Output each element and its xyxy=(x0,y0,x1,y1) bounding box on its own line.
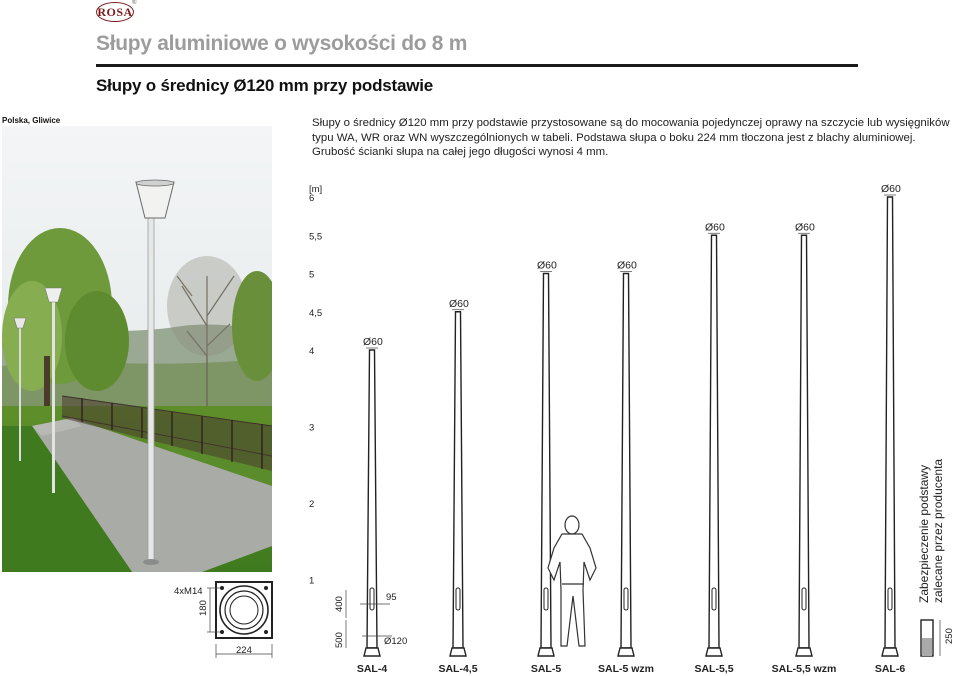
base-plate xyxy=(216,582,272,638)
pole-door xyxy=(888,588,892,610)
pole-6 xyxy=(772,221,837,675)
door-height-label: 400 xyxy=(334,596,345,612)
page-title: Słupy aluminiowe o wysokości do 8 m xyxy=(96,32,468,55)
pole-base xyxy=(706,648,722,656)
height-tick-label: 6 xyxy=(309,193,315,204)
plate-side-label: 224 xyxy=(236,645,252,656)
street-lamp-photo xyxy=(2,126,272,572)
height-ticks xyxy=(309,193,322,587)
pole-model-label: SAL-5 xyxy=(530,663,562,675)
pole-3 xyxy=(531,260,561,676)
height-tick-label: 5,5 xyxy=(309,231,323,243)
bolts-label: 4xM14 xyxy=(174,586,203,597)
top-diameter-label: Ø60 xyxy=(881,183,901,195)
description-text: Słupy o średnicy Ø120 mm przy podstawie przystosowane są do mocowania pojedynczej oprawy na szczycie lub wysięgników typu WA, WR oraz WN wyszczególnionych w tabeli. Podstawa słupa o boku 224 mm tłoczona jest z blachy aluminiowej. Grubość ścianki słupa na całej jego długości wynosi 4 mm. xyxy=(312,117,950,159)
top-diameter-label: Ø60 xyxy=(617,259,637,272)
pole-model-label: SAL-4 xyxy=(356,663,388,675)
top-diameter-label: Ø60 xyxy=(363,336,383,348)
base-diameter-label: Ø120 xyxy=(384,636,408,647)
pole-shaft xyxy=(799,235,809,648)
pole-base xyxy=(364,648,380,656)
pole-shaft xyxy=(709,235,719,648)
pole-4 xyxy=(598,260,654,676)
protection-note-line1: Zabezpieczenie podstawy xyxy=(917,464,931,603)
pole-base xyxy=(882,648,898,656)
rosa-logo: ROSA xyxy=(96,2,134,22)
pole-door xyxy=(624,588,628,610)
pole-base xyxy=(450,648,466,656)
pole-door xyxy=(802,588,806,610)
pole-height-chart xyxy=(300,176,960,676)
top-diameter-label: Ø60 xyxy=(537,259,557,272)
protection-sleeve xyxy=(921,620,940,656)
pole-shaft xyxy=(885,197,895,648)
height-tick-label: 1 xyxy=(309,575,315,587)
pole-model-label: SAL-5,5 wzm xyxy=(771,663,837,675)
poles xyxy=(357,183,905,675)
photo-caption: Polska, Gliwice xyxy=(2,116,61,125)
height-tick-label: 4 xyxy=(309,346,315,357)
pole-door xyxy=(712,588,716,610)
door-width-label: 95 xyxy=(386,592,397,603)
title-divider xyxy=(96,64,858,67)
base-height-label: 500 xyxy=(334,632,345,648)
top-diameter-label: Ø60 xyxy=(449,297,469,310)
top-diameter-label: Ø60 xyxy=(705,221,725,234)
person-silhouette xyxy=(548,516,596,646)
registered-mark: ® xyxy=(132,0,137,6)
bolt-spacing-label: 180 xyxy=(198,600,209,616)
pole-model-label: SAL-5,5 xyxy=(694,663,734,675)
pole-base xyxy=(618,648,634,656)
pole-5 xyxy=(694,221,733,675)
protection-note-line2: zalecane przez producenta xyxy=(931,458,945,603)
pole-model-label: SAL-5 wzm xyxy=(597,663,655,675)
pole-door xyxy=(456,588,460,610)
height-tick-label: 5 xyxy=(309,269,315,281)
pole-base xyxy=(796,648,812,656)
pole-door xyxy=(544,588,548,610)
pole-base xyxy=(538,648,554,656)
pole-door xyxy=(370,588,374,610)
pole-1 xyxy=(357,336,387,675)
top-diameter-label: Ø60 xyxy=(795,221,815,234)
pole-model-label: SAL-4,5 xyxy=(438,663,478,675)
height-tick-label: 3 xyxy=(309,422,315,434)
pole-2 xyxy=(438,298,477,675)
pole-model-label: SAL-6 xyxy=(874,663,906,675)
height-tick-label: 4,5 xyxy=(309,307,323,319)
protection-height-label: 250 xyxy=(944,628,955,644)
base-plate-drawing xyxy=(168,570,278,670)
pole-7 xyxy=(875,183,905,675)
height-tick-label: 2 xyxy=(309,499,315,510)
section-title: Słupy o średnicy Ø120 mm przy podstawie xyxy=(96,76,434,95)
unit-label: [m] xyxy=(309,184,323,195)
